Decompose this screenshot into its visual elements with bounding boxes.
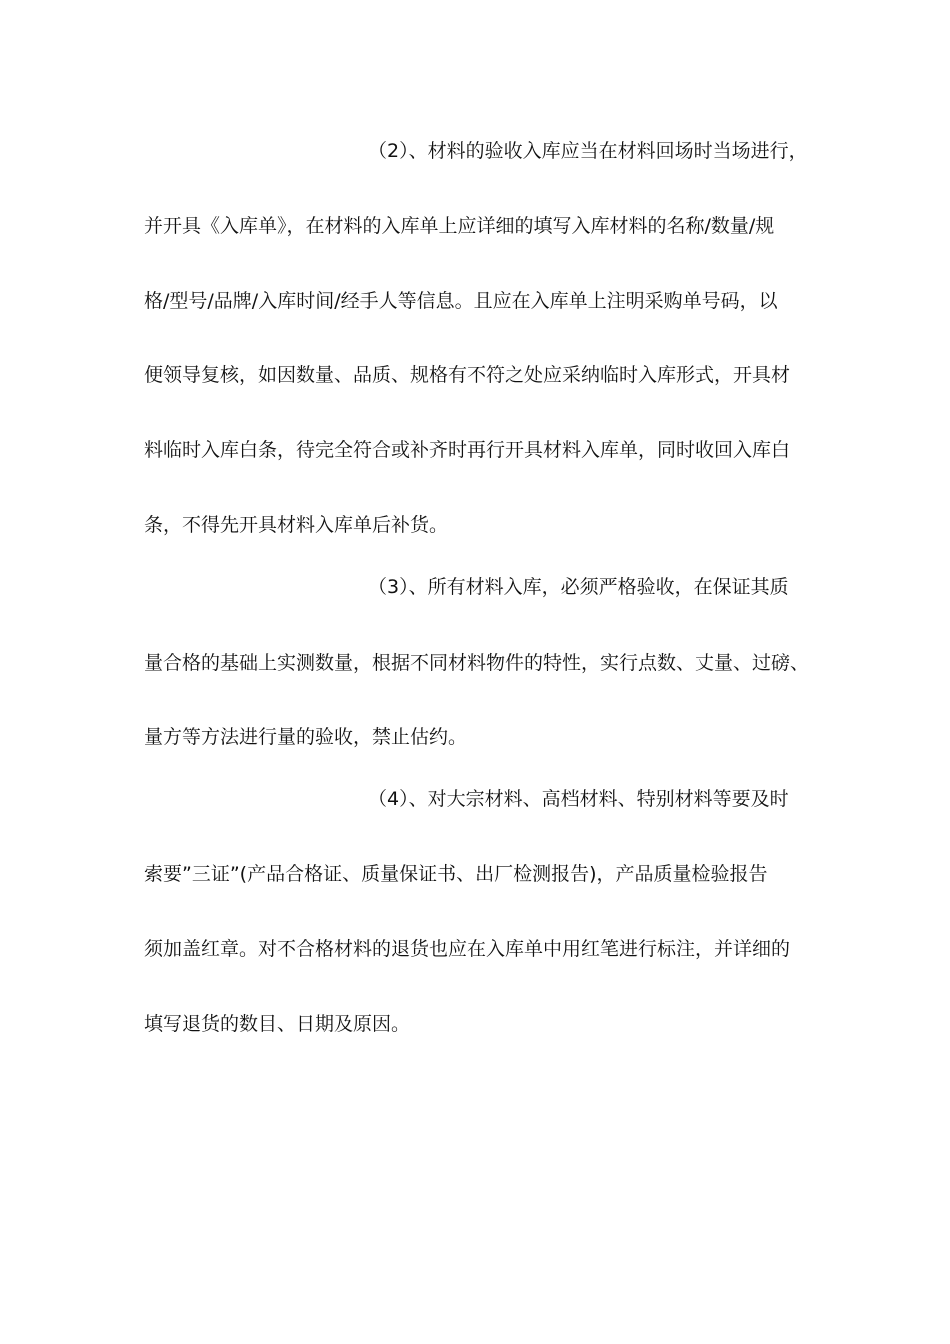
text-line: 量合格的基础上实测数量，根据不同材料物件的特性，实行点数、丈量、过磅、 xyxy=(144,652,810,674)
text-line: 格/型号/品牌/入库时间/经手人等信息。且应在入库单上注明采购单号码，以 xyxy=(144,290,778,312)
text-line: （2）、材料的验收入库应当在材料回场时当场进行， xyxy=(368,140,808,162)
text-line: 填写退货的数目、日期及原因。 xyxy=(144,1013,411,1035)
text-line: 须加盖红章。对不合格材料的退货也应在入库单中用红笔进行标注，并详细的 xyxy=(144,938,791,960)
text-line: 条，不得先开具材料入库单后补货。 xyxy=(144,514,449,536)
text-line: 便领导复核，如因数量、品质、规格有不符之处应采纳临时入库形式，开具材 xyxy=(144,364,791,386)
text-line: （4）、对大宗材料、高档材料、特别材料等要及时 xyxy=(368,788,789,810)
text-line: 并开具《入库单》，在材料的入库单上应详细的填写入库材料的名称/数量/规 xyxy=(144,215,775,237)
text-line: （3）、所有材料入库，必须严格验收，在保证其质 xyxy=(368,576,789,598)
text-line: 量方等方法进行量的验收，禁止估约。 xyxy=(144,726,468,748)
text-line: 料临时入库白条，待完全符合或补齐时再行开具材料入库单，同时收回入库白 xyxy=(144,439,791,461)
text-line: 索要”三证”(产品合格证、质量保证书、出厂检测报告)，产品质量检验报告 xyxy=(144,863,768,885)
